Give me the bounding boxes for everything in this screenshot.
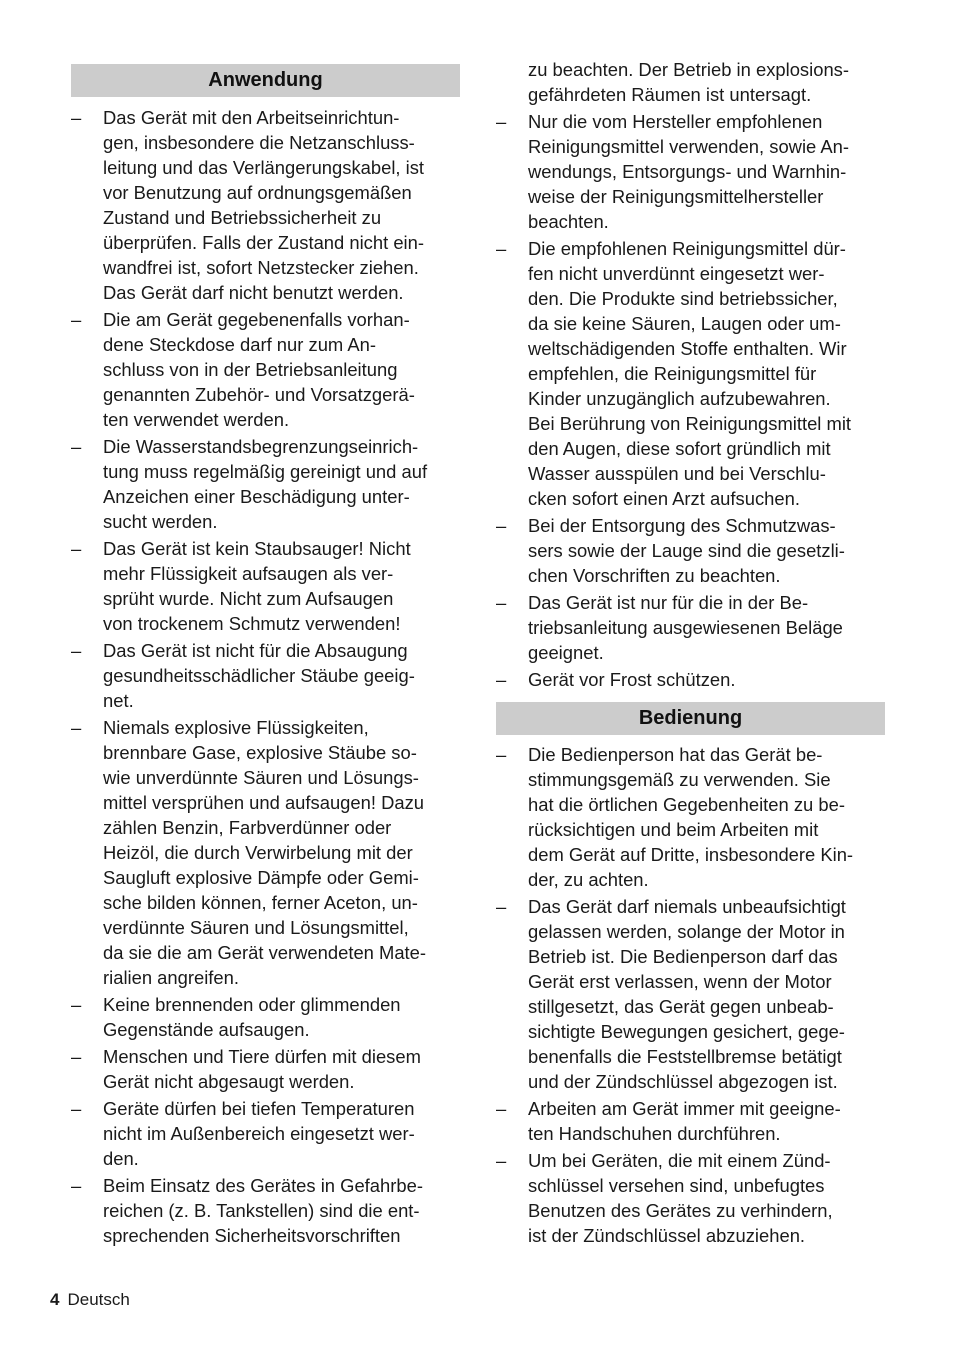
list-item (496, 742, 891, 892)
list-item (71, 536, 466, 636)
bullet-dash: – (496, 669, 507, 690)
list-item (71, 715, 466, 990)
list-item (71, 992, 466, 1042)
footer-language: Deutsch (67, 1290, 130, 1309)
list-item-text: Das Gerät ist kein Staubsauger! Nicht mehr Flüssigkeit aufsaugen als ver- sprüht wurde. Nicht zum Aufsaugen von trockenem Schmutz verwenden! (103, 538, 411, 634)
list-item-text: Bei der Entsorgung des Schmutzwas- sers sowie der Lauge sind die gesetzli- chen Vorschriften zu beachten. (528, 515, 845, 586)
list-item-text: Das Gerät ist nicht für die Absaugung gesundheitsschädlicher Stäube geeig- net. (103, 640, 415, 711)
list-item-text: Niemals explosive Flüssigkeiten, brennbare Gase, explosive Stäube so- wie unverdünnte Säuren und Lösungs- mittel versprühen und aufsaugen! Dazu zählen Benzin, Farbverdünner oder Heizöl, die durch Verwirbelung mit der Saugluft explosive Dämpfe oder Gemi- sche bilden können, ferner Aceton, un- verdünnte Säuren und Lösungsmittel, da sie die am Gerät verwendeten Mate- rialien angreifen. (103, 717, 427, 988)
bullet-dash: – (71, 717, 82, 738)
list-item (496, 1148, 891, 1248)
bullet-dash: – (71, 1098, 82, 1119)
anwendung-list (71, 105, 466, 1250)
list-item (71, 638, 466, 713)
list-item (496, 667, 891, 692)
list-item-text: Die am Gerät gegebenenfalls vorhan- dene Steckdose darf nur zum An- schluss von in der Betriebsanleitung genannten Zubehör- und Vorsatzgerä- ten verwendet werden. (103, 309, 415, 430)
bullet-dash: – (71, 107, 82, 128)
list-item (496, 513, 891, 588)
list-item (496, 590, 891, 665)
bullet-dash: – (71, 640, 82, 661)
list-item (71, 307, 466, 432)
bullet-dash: – (496, 896, 507, 917)
list-item-text: Keine brennenden oder glimmenden Gegenstände aufsaugen. (103, 994, 401, 1040)
list-item-text: Die Bedienperson hat das Gerät be- stimmungsgemäß zu verwenden. Sie hat die örtlichen Gegebenheiten zu be- rücksichtigen und beim Arbeiten mit dem Gerät auf Dritte, insbesondere Kin- der, zu achten. (528, 744, 854, 890)
list-item-text: Das Gerät ist nur für die in der Be- triebsanleitung ausgewiesenen Beläge geeignet. (528, 592, 843, 663)
bullet-dash: – (71, 436, 82, 457)
list-item-text: Um bei Geräten, die mit einem Zünd- schlüssel versehen sind, unbefugtes Benutzen des Gerätes zu verhindern, ist der Zündschlüssel abzuziehen. (528, 1150, 833, 1246)
bullet-dash: – (71, 994, 82, 1015)
list-item-text: Das Gerät darf niemals unbeaufsichtigt gelassen werden, solange der Motor in Betrieb ist. Die Bedienperson darf das Gerät erst verlassen, wenn der Motor stillgesetzt, das Gerät gegen unbeab- sichtigte Bewegungen gesichert, gege- benenfalls die Feststellbremse betätigt und der Zündschlüssel abgezogen ist. (528, 896, 846, 1092)
bullet-dash: – (496, 515, 507, 536)
section-heading-bedienung: Bedienung (496, 702, 885, 735)
list-item-text: Beim Einsatz des Gerätes in Gefahrbe- reichen (z. B. Tankstellen) sind die ent- sprechenden Sicherheitsvorschriften (103, 1175, 423, 1246)
list-item (496, 236, 891, 511)
list-item (71, 434, 466, 534)
list-item-text: Menschen und Tiere dürfen mit diesem Gerät nicht abgesaugt werden. (103, 1046, 421, 1092)
list-item-text: Geräte dürfen bei tiefen Temperaturen nicht im Außenbereich eingesetzt wer- den. (103, 1098, 415, 1169)
anwendung-list-more (496, 109, 891, 692)
bullet-dash: – (496, 744, 507, 765)
bullet-dash: – (496, 592, 507, 613)
list-item (496, 1096, 891, 1146)
list-item (71, 1096, 466, 1171)
list-item (496, 109, 891, 234)
page-footer (50, 1290, 130, 1310)
list-item (71, 105, 466, 305)
list-item-text: Arbeiten am Gerät immer mit geeigne- ten Handschuhen durchführen. (528, 1098, 841, 1144)
list-item-text: Gerät vor Frost schützen. (528, 669, 736, 690)
bullet-dash: – (71, 1175, 82, 1196)
list-item (71, 1044, 466, 1094)
list-item-text: Das Gerät mit den Arbeitseinrichtun- gen, insbesondere die Netzanschluss- leitung und das Verlängerungskabel, ist vor Benutzung auf ordnungsgemäßen Zustand und Betriebssicherheit zu überprüfen. Falls der Zustand nicht ein- wandfrei ist, sofort Netzstecker ziehen. Das Gerät darf nicht benutzt werden. (103, 107, 425, 303)
list-item-text: Nur die vom Hersteller empfohlenen Reinigungsmittel verwenden, sowie An- wendungs, Entsorgungs- und Warnhin- weise der Reinigungsmittelhersteller beachten. (528, 111, 849, 232)
list-item-text: Die Wasserstandsbegrenzungseinrich- tung muss regelmäßig gereinigt und auf Anzeichen einer Beschädigung unter- sucht werden. (103, 436, 428, 532)
bullet-dash: – (496, 1150, 507, 1171)
list-item (71, 1173, 466, 1248)
section-heading-anwendung: Anwendung (71, 64, 460, 97)
bullet-dash: – (496, 238, 507, 259)
page-number: 4 (50, 1290, 60, 1309)
bedienung-list (496, 742, 891, 1250)
list-item-text: Die empfohlenen Reinigungsmittel dür- fen nicht unverdünnt eingesetzt wer- den. Die Produkte sind betriebssicher, da sie keine Säuren, Laugen oder um- weltschädigenden Stoffe enthalten. Wir empfehlen, die Reinigungsmittel für Kinder unzugänglich aufzubewahren. Bei Berührung von Reinigungsmittel mit den Augen, diese sofort gründlich mit Wasser ausspülen und bei Verschlu- cken sofort einen Arzt aufsuchen. (528, 238, 852, 509)
bullet-dash: – (71, 309, 82, 330)
continued-paragraph: zu beachten. Der Betrieb in explosions- gefährdeten Räumen ist untersagt. (528, 59, 849, 105)
anwendung-list-continued (496, 57, 891, 694)
list-item (496, 894, 891, 1094)
bullet-dash: – (71, 1046, 82, 1067)
bullet-dash: – (496, 1098, 507, 1119)
bullet-dash: – (71, 538, 82, 559)
bullet-dash: – (496, 111, 507, 132)
